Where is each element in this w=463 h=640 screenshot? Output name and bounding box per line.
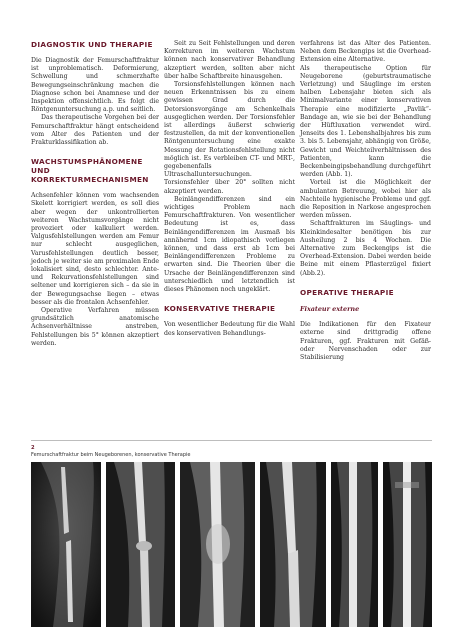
subheading-fixateur: Fixateur externe — [300, 304, 360, 313]
paragraph: Von wesentlicher Bedeutung für die Wahl des konservativen Behandlungs- — [164, 321, 295, 337]
xray-image-5 — [331, 462, 378, 627]
xray-image-6 — [383, 462, 432, 627]
figure-caption: Femurschaftfraktur beim Neugeborenen, konservative Therapie — [31, 452, 191, 458]
caption-divider — [31, 440, 432, 441]
xray-image-2 — [106, 462, 175, 627]
heading-wachstum: WACHSTUMSPHÄNOMENE UND KORREKTURMECHANISMEN — [31, 157, 149, 185]
text-column-3 — [300, 40, 431, 362]
paragraph: Achsenfehler können vom wachsenden Skelett korrigiert werden, es soll dies aber wegen der unkontrollierten weiteren Wachstumsvorgänge nicht provoziert oder kalkuliert werden. Valgusfehlstellungen werden am Femur nur schlecht ausgeglichen, Varusfehlstellungen deutlich besser, jedoch je weiter sie am proximalen Ende lokalisiert sind, desto schlechter. Ante- und Rekurvationsfehlstellungen sind seltener und korrigieren sich – da sie in der Bewegungsachse liegen – etwas besser als die frontalen Achsenfehler. — [31, 192, 159, 306]
paragraph: Beinlängendifferenzen sind ein wichtiges Problem nach Femurschaftfrakturen. Von wesentlicher Bedeutung ist es, dass Beinlängendifferenzen im Ausmaß bis annähernd 1cm idiopathisch vorliegen können, und dass erst ab 1cm bei Beinlängendifferenzen Probleme zu erwarten sind. Die Theorien über die Ursache der Beinlängendifferenzen sind unterschiedlich und letztendlich ist dieses Phänomen noch ungeklärt. — [164, 195, 295, 294]
xray-image-3 — [180, 462, 255, 627]
paragraph: Als therapeutische Option für Neugeborene (geburtstraumatische Verletzung) und Säuglinge im ersten halben Lebensjahr bieten sich als Minimalvariante einer konservativen Therapie eine modifizierte „Pavlik“-Bandage an, wie sie bei der Behandlung der Hüftluxation verwendet wird. Jenseits des 1. Lebenshalbjahres bis zum 3. bis 5. Lebensjahr, abhängig von Größe, Gewicht und Weichteilverhältnissen des Patienten, kann die Beckenbeingipsbehandlung durchgeführt werden (Abb. 1). — [300, 64, 431, 179]
heading-konservativ: KONSERVATIVE THERAPIE — [164, 304, 276, 314]
figure-number: 2 — [31, 445, 35, 451]
paragraph: Die Diagnostik der Femurschaftfraktur ist unproblematisch. Deformierung, Schwellung und schmerzhafte Bewegungseinschränkung machen die Diagnose schon bei Anamnese und der Inspektion offensichtlich. Es folgt die Röntgenuntersuchung a.p. und seitlich. — [31, 57, 159, 114]
paragraph: Vorteil ist die Möglichkeit der ambulanten Betreuung, wobei hier als Nachteile hygienische Probleme und ggf. die Reposition in Narkose angesprochen werden müssen. — [300, 179, 431, 220]
paragraph: Die Indikationen für den Fixateur externe sind drittgradig offene Frakturen, ggf. Frakturen mit Gefäß- oder Nervenschaden oder zur Stabilisierung — [300, 321, 431, 361]
paragraph: Torsionsfehlstellungen können nach neuen Erkenntnissen bis zu einem gewissen Grad durch die Detorsionsvorgänge am Schenkelhals ausgeglichen werden. Der Torsionsfehler ist allerdings äußerst schwierig festzustellen, da mit der konventionellen Röntgenuntersuchung eine exakte Messung der Rotationsfehlstellung nicht möglich ist. Es verbleiben CT- und MRT-, gegebenenfalls Ultraschalluntersuchungen. Torsionsfehler über 20° sollten nicht akzeptiert werden. — [164, 81, 295, 195]
heading-diagnostik: DIAGNOSTIK UND THERAPIE — [31, 40, 153, 49]
paragraph: verfahrens ist das Alter des Patienten. Neben dem Beckengips ist die Overhead-Extension eine Alternative. — [300, 40, 431, 64]
paragraph: Seit zu Seit Fehlstellungen und deren Korrekturen im weiteren Wachstum können nach konservativer Behandlung akzeptiert werden, sollten aber nicht über halbe Schaftbreite hinausgehen. — [164, 40, 295, 80]
text-column-2 — [164, 40, 295, 338]
text-column-1 — [31, 40, 159, 348]
paragraph: Das therapeutische Vorgehen bei der Femurschaftfraktur hängt entscheidend vom Alter des Patienten und der Frakturklassifikation ab. — [31, 114, 159, 147]
xray-image-4 — [260, 462, 326, 627]
heading-operativ: OPERATIVE THERAPIE — [300, 287, 394, 297]
paragraph: Operative Verfahren müssen grundsätzlich anatomische Achsenverhältnisse anstreben, Fehlstellungen bis 5° können akzeptiert werden. — [31, 307, 159, 347]
xray-image-1 — [31, 462, 101, 627]
paragraph: Schaftfrakturen im Säuglings- und Kleinkindesalter benötigen bis zur Ausheilung 2 bis 4 Wochen. Die Alternative zum Beckengips ist die Overhead-Extension. Dabei werden beide Beine mit einem Pflasterzügel fixiert (Abb.2). — [300, 220, 431, 277]
